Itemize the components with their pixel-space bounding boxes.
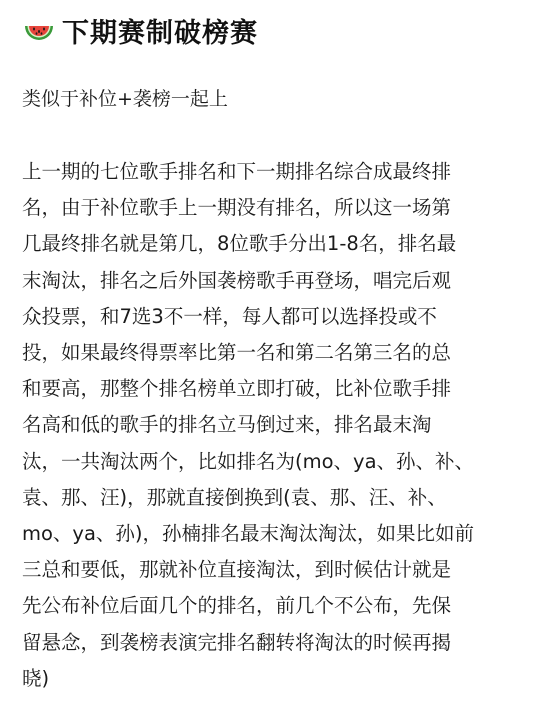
post-header xyxy=(22,8,258,52)
body-line: 留悬念，到袭榜表演完排名翻转将淘汰的时候再揭 xyxy=(22,630,452,654)
body-line: 晓) xyxy=(22,666,50,690)
body-line: 上一期的七位歌手排名和下一期排名综合成最终排 xyxy=(22,160,452,183)
body-line: 名高和低的歌手的排名立马倒过来，排名最末淘 xyxy=(22,413,432,437)
post-title: 下期赛制破榜赛 xyxy=(62,17,258,49)
body-line: 汰，一共淘汰两个，比如排名为(mo、ya、孙、补、 xyxy=(22,449,475,473)
body-line: 和要高，那整个排名榜单立即打破，比补位歌手排 xyxy=(22,377,452,401)
body-line: 三总和要低，那就补位直接淘汰，到时候估计就是 xyxy=(22,558,452,582)
body-line: 末淘汰，排名之后外国袭榜歌手再登场，唱完后观 xyxy=(22,268,452,292)
body-line: 袁、那、汪)，那就直接倒换到(袁、那、汪、补、 xyxy=(22,485,447,509)
watermelon-icon xyxy=(22,13,56,47)
body-line: 先公布补位后面几个的排名，前几个不公布，先保 xyxy=(22,594,452,618)
body-line: 几最终排名就是第几，8位歌手分出1-8名，排名最 xyxy=(22,232,457,256)
body-line: 投，如果最终得票率比第一名和第二名第三名的总 xyxy=(22,341,452,365)
body-line: 名，由于补位歌手上一期没有排名，所以这一场第 xyxy=(22,196,452,220)
body-line: 众投票，和7选3不一样，每人都可以选择投或不 xyxy=(22,304,437,328)
post-subtitle: 类似于补位+袭榜一起上 xyxy=(22,88,228,110)
body-line: mo、ya、孙)，孙楠排名最末淘汰淘汰，如果比如前 xyxy=(22,522,475,546)
post-body xyxy=(22,154,542,697)
